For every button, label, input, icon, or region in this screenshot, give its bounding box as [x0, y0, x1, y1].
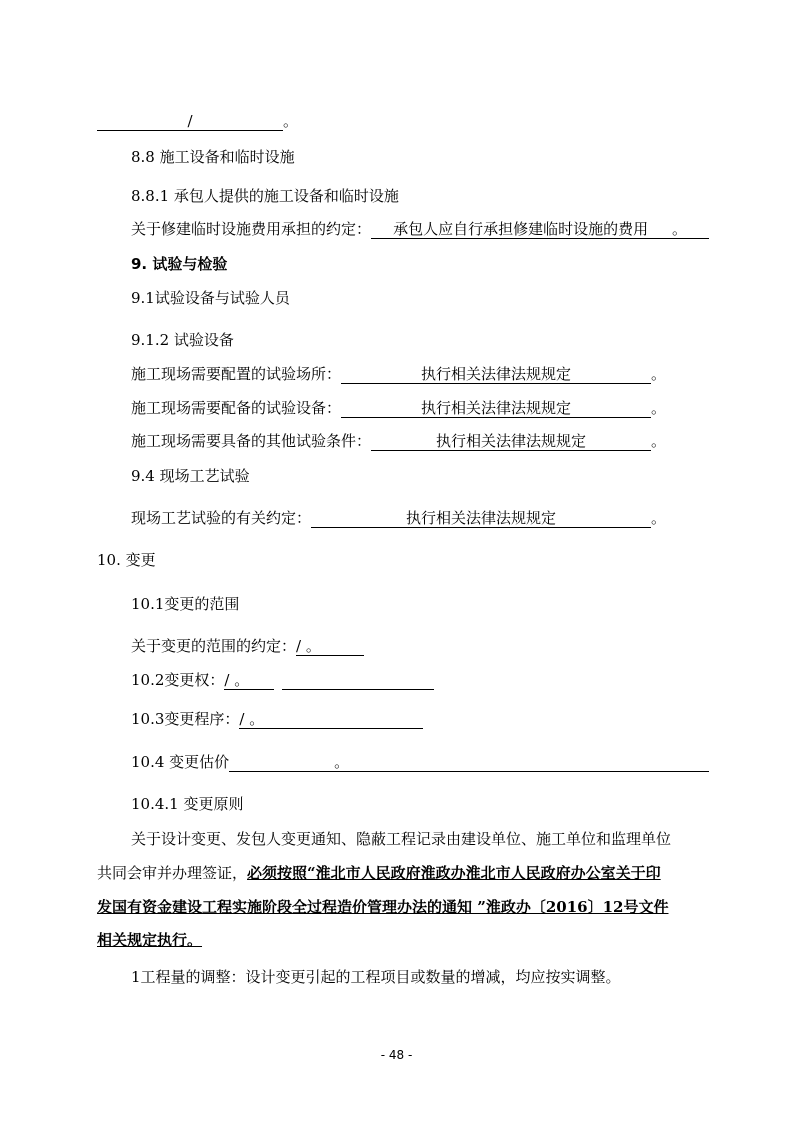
section-9-4-heading: 9.4 现场工艺试验 — [131, 467, 250, 485]
change-valuation-label: 10.4 变更估价 — [131, 753, 230, 771]
section-9-1-2-heading: 9.1.2 试验设备 — [131, 331, 234, 349]
paragraph-1-bold-text-1: 必须按照“淮北市人民政府淮政办淮北市人民政府办公室关于印 — [247, 864, 661, 882]
test-equipment-value: 执行相关法律法规规定 — [341, 399, 651, 418]
change-valuation-line — [131, 752, 709, 772]
page-number: - 48 - — [380, 1048, 413, 1062]
top-fill-line — [97, 111, 298, 131]
paragraph-1-line-1: 关于设计变更、发包人变更通知、隐蔽工程记录由建设单位、施工单位和监理单位 — [131, 830, 672, 848]
test-other-line — [131, 431, 666, 451]
change-right-label: 10.2变更权： — [131, 671, 225, 689]
test-site-label: 施工现场需要配置的试验场所： — [131, 365, 342, 383]
temp-facility-fee-line — [131, 219, 709, 239]
top-fill-blank: / — [97, 112, 283, 131]
test-equipment-label: 施工现场需要配备的试验设备： — [131, 399, 342, 417]
top-fill-end: 。 — [283, 112, 299, 130]
test-site-end: 。 — [651, 365, 667, 383]
change-procedure-line — [131, 709, 423, 729]
section-10-heading: 10. 变更 — [97, 551, 156, 569]
test-equipment-end: 。 — [651, 399, 667, 417]
paragraph-1-line-3: 发国有资金建设工程实施阶段全过程造价管理办法的通知 ”淮政办〔2016〕12号文件 — [97, 898, 669, 916]
section-8-8-1-heading: 8.8.1 承包人提供的施工设备和临时设施 — [131, 187, 399, 205]
change-right-value: / 。 — [224, 671, 274, 690]
change-scope-label: 关于变更的范围的约定： — [131, 637, 297, 655]
craft-test-line — [131, 508, 666, 528]
craft-test-value: 执行相关法律法规规定 — [311, 509, 651, 528]
section-9-1-heading: 9.1试验设备与试验人员 — [131, 289, 290, 307]
section-10-1-heading: 10.1变更的范围 — [131, 595, 240, 613]
paragraph-1-line-4: 相关规定执行。 — [97, 931, 203, 949]
change-procedure-label: 10.3变更程序： — [131, 710, 240, 728]
change-scope-line — [131, 636, 364, 656]
paragraph-1-plain-text: 共同会审并办理签证， — [97, 864, 248, 882]
change-right-extra-blank — [282, 671, 434, 690]
paragraph-2: 1工程量的调整：设计变更引起的工程项目或数量的增减，均应按实调整。 — [131, 968, 621, 986]
change-procedure-value: / 。 — [239, 710, 423, 729]
section-9-heading: 9. 试验与检验 — [131, 255, 228, 273]
test-site-line — [131, 364, 666, 384]
section-8-8-heading: 8.8 施工设备和临时设施 — [131, 148, 295, 166]
test-site-value: 执行相关法律法规规定 — [341, 365, 651, 384]
paragraph-1-line-2 — [97, 863, 661, 883]
test-other-value: 执行相关法律法规规定 — [371, 432, 651, 451]
temp-facility-fee-label: 关于修建临时设施费用承担的约定： — [131, 220, 372, 238]
test-equipment-line — [131, 398, 666, 418]
craft-test-label: 现场工艺试验的有关约定： — [131, 509, 312, 527]
change-scope-value: / 。 — [296, 637, 364, 656]
change-valuation-value: 。 — [229, 753, 709, 772]
temp-facility-fee-value: 承包人应自行承担修建临时设施的费用 。 — [371, 220, 709, 239]
section-10-4-1-heading: 10.4.1 变更原则 — [131, 795, 244, 813]
test-other-end: 。 — [651, 432, 667, 450]
change-right-line — [131, 670, 434, 690]
test-other-label: 施工现场需要具备的其他试验条件： — [131, 432, 372, 450]
craft-test-end: 。 — [651, 509, 667, 527]
